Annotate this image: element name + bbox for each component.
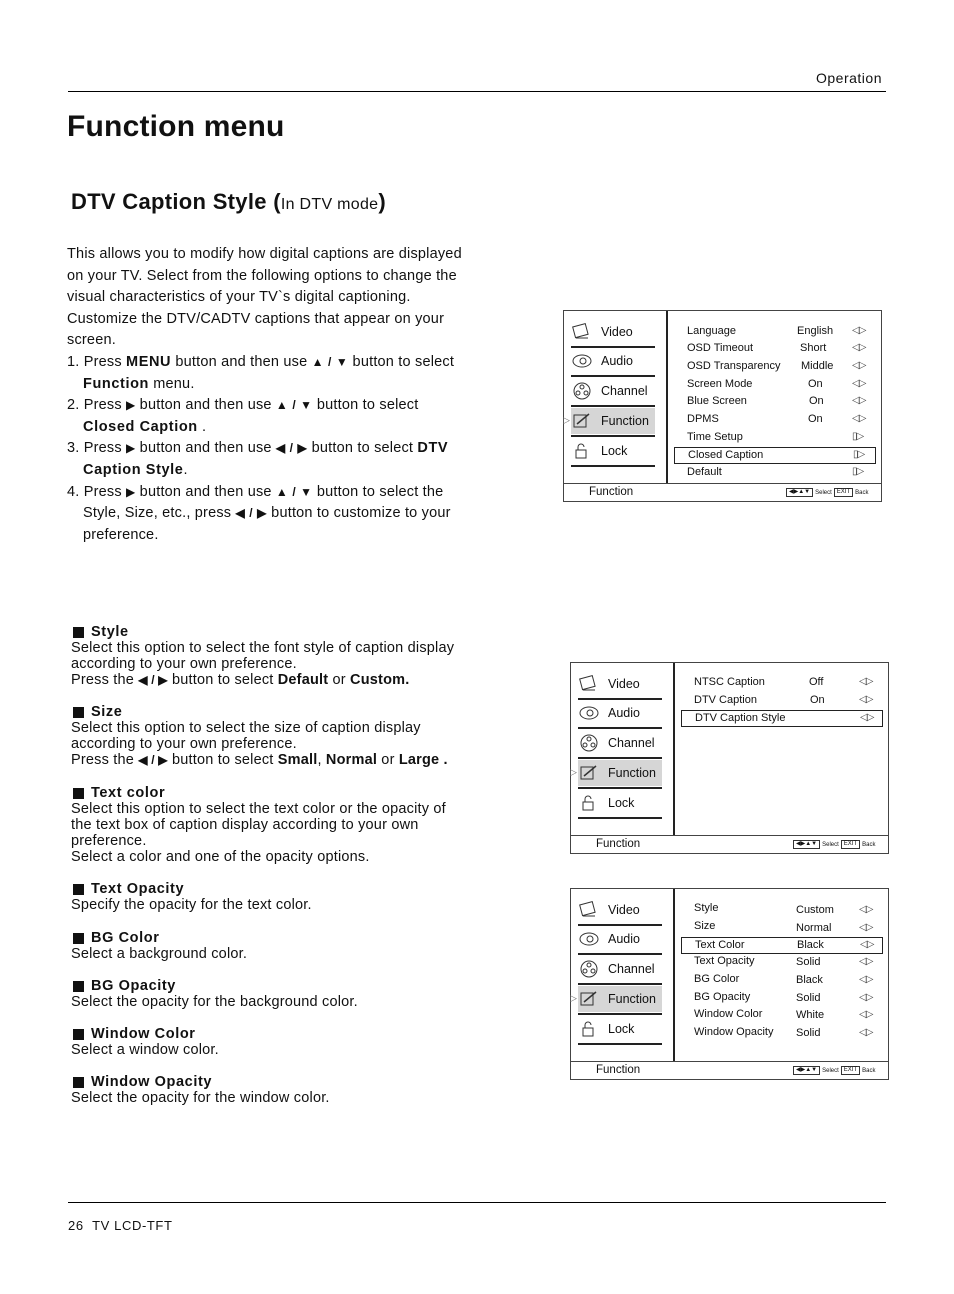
nav-label: Video (608, 903, 640, 917)
nav-label: Channel (608, 736, 655, 750)
menu-footer-label: Function (596, 1064, 641, 1076)
row-value: White (796, 1009, 825, 1021)
enter-icon: ▯▷ (852, 431, 864, 442)
section-title-close: ) (378, 189, 387, 214)
nav-label: Function (608, 766, 656, 780)
nav-label: Video (608, 677, 640, 691)
option-text: according to your own preference. (71, 656, 297, 672)
row-value: Solid (796, 1027, 821, 1039)
menu-row-bg-opacity[interactable] (694, 991, 874, 1003)
row-label: Time Setup (687, 431, 743, 443)
nav-label: Audio (608, 932, 640, 946)
step-text: button to select the (312, 483, 444, 500)
option-text: the text box of caption display according to your own (71, 817, 419, 833)
lock-icon (578, 794, 600, 812)
arrow-keys-icon: ◀ / ▶ (235, 506, 267, 521)
nav-underline (578, 1043, 662, 1045)
option-text: , (317, 752, 326, 768)
key-hint-back: Back (855, 489, 869, 496)
nav-label: Function (601, 414, 649, 428)
row-label: Size (694, 920, 716, 932)
step-text: 4. Press (67, 483, 127, 500)
section-title (71, 189, 386, 215)
nav-item-channel[interactable] (571, 378, 655, 404)
video-icon (571, 323, 593, 341)
nav-item-function[interactable] (563, 408, 655, 434)
selected-arrow-icon: ▷ (570, 993, 577, 1003)
step-text: Style, Size, etc., press (83, 505, 236, 522)
option-text: button to select (167, 752, 278, 768)
nav-label: Lock (601, 444, 628, 458)
menu-footer-label: Function (596, 838, 641, 850)
nav-item-lock[interactable] (571, 438, 655, 464)
adjust-arrows-icon: ◁▷ (859, 904, 873, 915)
step-3-cont (67, 460, 462, 482)
key-hint-back: Back (862, 1067, 876, 1074)
video-icon (578, 675, 600, 693)
nav-item-lock[interactable] (578, 1016, 662, 1042)
right-arrow-icon: ▶ (126, 484, 136, 499)
step-text: . (183, 461, 188, 478)
selected-arrow-icon: ▷ (563, 415, 570, 425)
lock-icon (578, 1020, 600, 1038)
row-label: BG Opacity (694, 991, 751, 1003)
adjust-arrows-icon: ◁▷ (852, 395, 866, 406)
page-number: 26 (68, 1218, 84, 1233)
nav-label: Lock (608, 1022, 635, 1036)
product-name: TV LCD-TFT (92, 1218, 173, 1233)
lock-icon (571, 442, 593, 460)
option-window-color (71, 1026, 219, 1058)
option-heading: Style (91, 624, 129, 640)
option-text: Select a color and one of the opacity options. (71, 849, 370, 865)
option-heading: Text Opacity (91, 881, 185, 897)
option-text: Select this option to select the text color or the opacity of (71, 801, 446, 817)
adjust-arrows-icon: ◁▷ (852, 342, 866, 353)
menu-row-screen-mode[interactable] (687, 378, 867, 390)
nav-item-function[interactable] (570, 986, 662, 1012)
step-1 (67, 352, 462, 374)
row-value: On (808, 378, 823, 390)
adjust-arrows-icon: ◁▷ (859, 992, 873, 1003)
row-value: English (797, 325, 834, 337)
option-heading: BG Opacity (91, 978, 176, 994)
option-press (71, 672, 454, 688)
nav-underline (571, 375, 655, 377)
row-label: DPMS (687, 413, 719, 425)
step-key: Caption Style (83, 461, 184, 478)
option-text: Press the (71, 672, 139, 688)
row-value: Custom (796, 904, 834, 916)
menu-footer-label: Function (589, 486, 634, 498)
row-label: DTV Caption Style (695, 712, 786, 724)
nav-underline (578, 983, 662, 985)
nav-underline (578, 953, 662, 955)
menu-row-closed-caption[interactable] (674, 447, 876, 464)
nav-label: Channel (608, 962, 655, 976)
nav-keys-icon: ◀▶▲▼ (793, 840, 820, 849)
option-text: or (328, 672, 351, 688)
menu-row-language[interactable] (687, 325, 867, 337)
nav-keys-icon: ◀▶▲▼ (786, 488, 813, 497)
row-value: Off (809, 676, 824, 688)
intro-line: This allows you to modify how digital captions are displayed (67, 246, 462, 262)
nav-underline (578, 757, 662, 759)
option-text: Select this option to select the font style of caption display (71, 640, 455, 656)
key-hints (793, 1066, 875, 1075)
function-icon (578, 990, 600, 1008)
nav-underline (571, 435, 655, 437)
section-title-mode: In DTV mode (280, 196, 379, 213)
menu-row-window-color[interactable] (694, 1008, 874, 1020)
nav-item-video[interactable] (578, 671, 662, 697)
step-4-cont (67, 503, 462, 525)
row-value: Black (796, 974, 823, 986)
option-text-color (71, 785, 446, 865)
menu-row-osd-timeout[interactable] (687, 342, 867, 354)
nav-underline (578, 787, 662, 789)
page-footer (68, 1218, 173, 1233)
page-title: Function menu (67, 110, 285, 143)
row-label: OSD Transparency (687, 360, 781, 372)
option-value: Custom. (350, 672, 410, 688)
adjust-arrows-icon: ◁▷ (852, 325, 866, 336)
key-hint-select: Select (822, 1067, 839, 1074)
speaker-icon (578, 930, 600, 948)
exit-key-icon: EXIT (834, 488, 853, 497)
step-2-cont (67, 417, 462, 439)
menu-row-text-opacity[interactable] (694, 955, 874, 967)
channel-icon (578, 734, 600, 752)
bullet-square-icon (73, 627, 84, 638)
adjust-arrows-icon: ◁▷ (860, 712, 874, 723)
menu-row-default[interactable] (687, 466, 867, 478)
option-heading: Window Opacity (91, 1074, 213, 1090)
bullet-square-icon (73, 1077, 84, 1088)
option-text: Select the opacity for the window color. (71, 1090, 330, 1106)
adjust-arrows-icon: ◁▷ (859, 676, 873, 687)
intro-text (67, 244, 462, 546)
option-value: Normal (325, 752, 378, 768)
menu-row-size[interactable] (694, 920, 874, 932)
exit-key-icon: EXIT (841, 840, 860, 849)
menu-row-blue-screen[interactable] (687, 395, 867, 407)
nav-underline (578, 727, 662, 729)
step-text: button and then use (135, 483, 276, 500)
arrow-keys-icon: ▲ / ▼ (311, 354, 349, 369)
step-text: 1. Press (67, 353, 127, 370)
step-4-cont: preference. (83, 526, 159, 543)
option-bg-color (71, 930, 247, 962)
adjust-arrows-icon: ◁▷ (859, 974, 873, 985)
nav-underline (578, 817, 662, 819)
nav-item-lock[interactable] (578, 790, 662, 816)
row-label: BG Color (694, 973, 740, 985)
nav-item-channel[interactable] (578, 956, 662, 982)
step-2 (67, 395, 462, 417)
nav-label: Audio (601, 354, 633, 368)
adjust-arrows-icon: ◁▷ (859, 1027, 873, 1038)
key-hints (793, 840, 875, 849)
menu-screen-closed-caption (570, 662, 889, 854)
nav-label: Channel (601, 384, 648, 398)
channel-icon (571, 382, 593, 400)
step-text: button and then use (135, 440, 276, 457)
nav-label: Video (601, 325, 633, 339)
option-heading: BG Color (91, 930, 160, 946)
menu-row-dpms[interactable] (687, 413, 867, 425)
row-label: OSD Timeout (687, 342, 754, 354)
arrow-keys-icon: ◀ / ▶ (275, 441, 308, 456)
menu-row-style[interactable] (694, 902, 874, 914)
video-icon (578, 901, 600, 919)
adjust-arrows-icon: ◁▷ (859, 694, 873, 705)
adjust-arrows-icon: ◁▷ (852, 378, 866, 389)
nav-keys-icon: ◀▶▲▼ (793, 1066, 820, 1075)
row-label: Style (694, 902, 719, 914)
nav-item-audio[interactable] (578, 700, 662, 726)
menu-row-ntsc-caption[interactable] (694, 676, 874, 688)
option-text: preference. (71, 833, 147, 849)
step-key: Closed Caption (83, 418, 198, 435)
adjust-arrows-icon: ◁▷ (859, 922, 873, 933)
option-text: according to your own preference. (71, 736, 297, 752)
option-value: Small (277, 752, 318, 768)
row-value: Normal (796, 922, 832, 934)
option-heading: Text color (91, 785, 166, 801)
arrow-keys-icon: ▲ / ▼ (275, 484, 313, 499)
enter-icon: ▯▷ (852, 466, 864, 477)
option-text: Select a window color. (71, 1042, 219, 1058)
step-4 (67, 482, 462, 504)
row-label: DTV Caption (694, 694, 757, 706)
intro-line: screen. (67, 332, 116, 349)
key-hints (786, 488, 868, 497)
bullet-square-icon (73, 884, 84, 895)
nav-item-function[interactable] (570, 760, 662, 786)
menu-footer-rule (571, 1061, 888, 1062)
step-key: MENU (126, 353, 172, 370)
nav-label: Audio (608, 706, 640, 720)
step-text: . (197, 418, 207, 435)
step-text: button to select (348, 353, 455, 370)
channel-icon (578, 960, 600, 978)
option-style (71, 624, 454, 688)
right-arrow-icon: ▶ (126, 441, 136, 456)
bullet-square-icon (73, 1029, 84, 1040)
nav-label: Function (608, 992, 656, 1006)
nav-underline (571, 465, 655, 467)
menu-divider (673, 663, 675, 835)
section-label: Operation (816, 70, 882, 86)
step-key: Function (83, 375, 150, 392)
intro-line: on your TV. Select from the following options to change the (67, 267, 457, 284)
step-text: 3. Press (67, 440, 127, 457)
option-text: Select the opacity for the background color. (71, 994, 358, 1010)
menu-row-text-color[interactable] (681, 937, 883, 954)
row-label: Default (687, 466, 722, 478)
option-text: Specify the opacity for the text color. (71, 897, 312, 913)
row-value: Solid (796, 956, 821, 968)
nav-label: Lock (608, 796, 635, 810)
step-text: button to select (312, 397, 419, 414)
step-1-cont (67, 374, 462, 396)
menu-screen-dtv-caption-style (570, 888, 889, 1080)
selected-arrow-icon: ▷ (570, 767, 577, 777)
intro-line: visual characteristics of your TV`s digital captioning. (67, 289, 411, 306)
menu-row-window-opacity[interactable] (694, 1026, 874, 1038)
nav-item-audio[interactable] (571, 348, 655, 374)
option-text: Select a background color. (71, 946, 248, 962)
row-value: Black (797, 939, 824, 951)
option-size (71, 704, 448, 768)
row-value: On (809, 395, 824, 407)
option-press (71, 752, 448, 768)
menu-row-dtv-caption[interactable] (694, 694, 874, 706)
option-value: Large . (398, 752, 448, 768)
speaker-icon (571, 352, 593, 370)
row-value: On (808, 413, 823, 425)
menu-footer-rule (571, 835, 888, 836)
key-hint-select: Select (822, 841, 839, 848)
key-hint-back: Back (862, 841, 876, 848)
nav-item-video[interactable] (571, 319, 655, 345)
row-label: NTSC Caption (694, 676, 765, 688)
step-text: menu. (149, 375, 195, 392)
right-arrow-icon: ▶ (126, 398, 136, 413)
row-label: Screen Mode (687, 378, 753, 390)
speaker-icon (578, 704, 600, 722)
nav-item-video[interactable] (578, 897, 662, 923)
header-rule (68, 91, 886, 92)
arrow-keys-icon: ▲ / ▼ (275, 398, 313, 413)
option-text: Press the (71, 752, 139, 768)
menu-row-dtv-caption-style[interactable] (681, 710, 883, 727)
step-text: button to customize to your (266, 505, 451, 522)
exit-key-icon: EXIT (841, 1066, 860, 1075)
bullet-square-icon (73, 933, 84, 944)
step-text: button and then use (171, 353, 312, 370)
menu-screen-function (563, 310, 882, 502)
nav-underline (571, 405, 655, 407)
section-title-main: DTV Caption Style ( (71, 189, 281, 214)
option-bg-opacity (71, 978, 358, 1010)
row-label: Window Opacity (694, 1026, 774, 1038)
option-value: Default (277, 672, 329, 688)
menu-row-osd-transparency[interactable] (687, 360, 867, 372)
row-label: Blue Screen (687, 395, 747, 407)
menu-row-time-setup[interactable] (687, 431, 867, 443)
step-text: button and then use (135, 397, 276, 414)
arrow-keys-icon: ◀ / ▶ (138, 673, 168, 687)
row-label: Window Color (694, 1008, 763, 1020)
nav-item-channel[interactable] (578, 730, 662, 756)
step-3 (67, 438, 462, 460)
option-window-opacity (71, 1074, 330, 1106)
option-heading: Window Color (91, 1026, 196, 1042)
row-value: On (810, 694, 825, 706)
footer-rule (68, 1202, 886, 1203)
bullet-square-icon (73, 981, 84, 992)
menu-divider (673, 889, 675, 1061)
adjust-arrows-icon: ◁▷ (859, 956, 873, 967)
row-label: Closed Caption (688, 449, 764, 461)
function-icon (571, 412, 593, 430)
nav-item-audio[interactable] (578, 926, 662, 952)
option-text: Select this option to select the size of caption display (71, 720, 421, 736)
bullet-square-icon (73, 788, 84, 799)
adjust-arrows-icon: ◁▷ (852, 360, 866, 371)
arrow-keys-icon: ◀ / ▶ (138, 753, 168, 767)
menu-footer-rule (564, 483, 881, 484)
adjust-arrows-icon: ◁▷ (859, 1009, 873, 1020)
intro-line: Customize the DTV/CADTV captions that appear on your (67, 310, 445, 327)
menu-row-bg-color[interactable] (694, 973, 874, 985)
step-key: DTV (417, 440, 449, 457)
row-label: Text Opacity (694, 955, 755, 967)
enter-icon: ▯▷ (853, 449, 865, 460)
step-text: 2. Press (67, 397, 127, 414)
adjust-arrows-icon: ◁▷ (860, 939, 874, 950)
option-text: button to select (167, 672, 278, 688)
option-text: or (377, 752, 399, 768)
menu-divider (666, 311, 668, 483)
adjust-arrows-icon: ◁▷ (852, 413, 866, 424)
bullet-square-icon (73, 707, 84, 718)
row-value: Short (800, 342, 827, 354)
key-hint-select: Select (815, 489, 832, 496)
row-value: Solid (796, 992, 821, 1004)
option-text-opacity (71, 881, 312, 913)
nav-underline (578, 1013, 662, 1015)
row-label: Text Color (695, 939, 745, 951)
step-text: button to select (307, 440, 418, 457)
row-value: Middle (801, 360, 834, 372)
option-heading: Size (91, 704, 123, 720)
row-label: Language (687, 325, 736, 337)
function-icon (578, 764, 600, 782)
